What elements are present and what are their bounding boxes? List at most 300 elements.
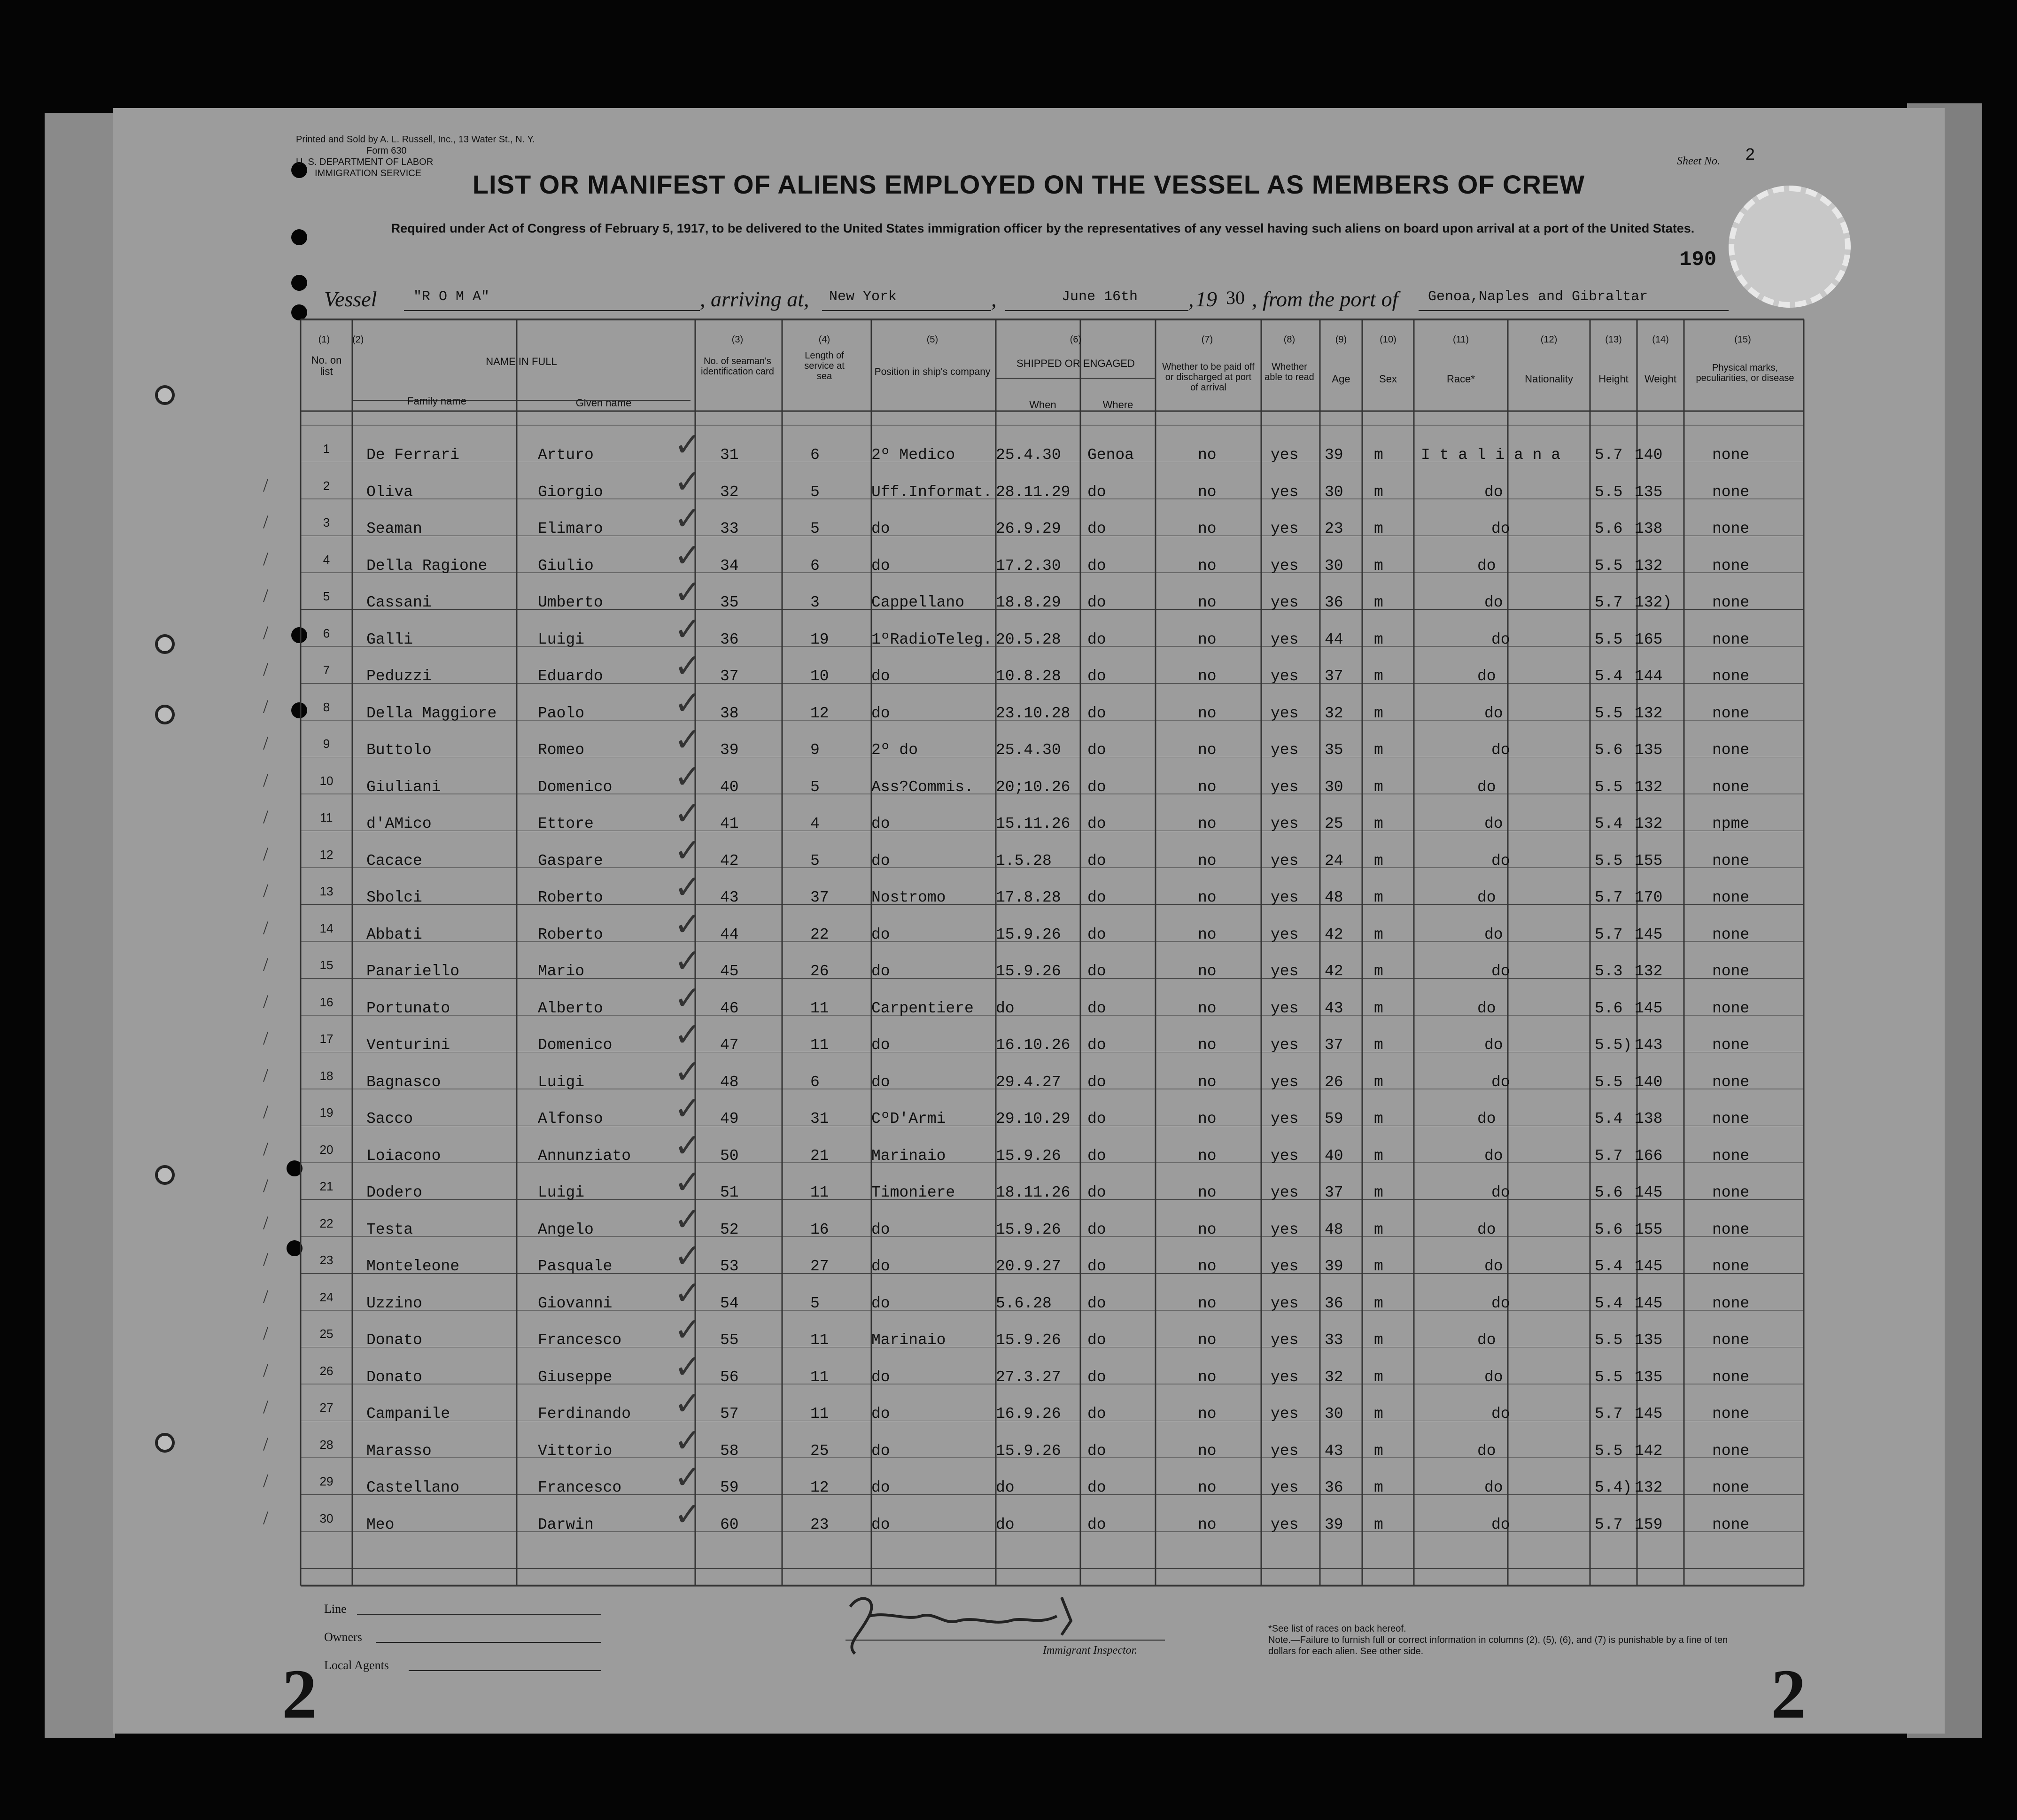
cell-sex: m — [1374, 1221, 1383, 1238]
cell-service: 11 — [810, 1331, 829, 1349]
footnote-races: *See list of races on back hereof. — [1268, 1624, 1406, 1634]
cell-when: do — [996, 1516, 1015, 1533]
row-number: 14 — [319, 921, 334, 935]
col-num-12: (12) — [1540, 334, 1558, 345]
cell-read: yes — [1271, 1184, 1299, 1201]
cell-given: Giorgio — [538, 483, 603, 501]
cell-card: 42 — [720, 852, 739, 870]
cell-paid: no — [1198, 926, 1217, 943]
cell-where: do — [1087, 1221, 1106, 1238]
cell-service: 37 — [810, 889, 829, 906]
check-mark-icon: ✓ — [674, 870, 702, 906]
cell-family: Meo — [366, 1516, 395, 1533]
departure-ports: Genoa,Naples and Gibraltar — [1428, 289, 1648, 305]
cell-service: 22 — [810, 926, 829, 943]
row-number: 23 — [319, 1253, 334, 1267]
cell-family: Della Maggiore — [366, 704, 497, 722]
cell-when: 15.11.26 — [996, 815, 1071, 832]
cell-read: yes — [1271, 520, 1299, 537]
cell-given: Ettore — [538, 815, 594, 832]
check-mark-icon: ✓ — [674, 722, 702, 758]
cell-paid: no — [1198, 1221, 1217, 1238]
cell-sex: m — [1374, 446, 1383, 464]
cell-paid: no — [1198, 999, 1217, 1017]
cell-position: do — [871, 852, 890, 870]
footnote — [1268, 1623, 1738, 1657]
check-mark-icon: ✓ — [674, 1496, 702, 1533]
cell-paid: no — [1198, 668, 1217, 685]
cell-given: Domenico — [538, 1036, 613, 1054]
cell-paid: no — [1198, 778, 1217, 796]
cell-race: do — [1484, 1368, 1503, 1386]
cell-sex: m — [1374, 1184, 1383, 1201]
check-mark-icon: ✓ — [674, 759, 702, 795]
cell-given: Roberto — [538, 926, 603, 943]
cell-height: 5.6 — [1595, 741, 1623, 759]
cell-family: Abbati — [366, 926, 422, 943]
cell-height: 5.6 — [1595, 999, 1623, 1017]
col-header-name: NAME IN FULL — [486, 356, 557, 367]
cell-where: do — [1087, 1073, 1106, 1091]
cell-weight: 132 — [1635, 557, 1663, 575]
col-header-shipped: SHIPPED OR ENGAGED — [1016, 358, 1135, 369]
cell-service: 11 — [810, 999, 829, 1017]
cell-service: 27 — [810, 1258, 829, 1275]
tick-mark-icon: / — [263, 954, 269, 975]
cell-height: 5.7 — [1595, 1405, 1623, 1423]
col-num-1: (1) — [318, 334, 330, 345]
cell-marks: none — [1712, 963, 1750, 980]
printer-line: Printed and Sold by A. L. Russell, Inc., 13 Water St., N. Y. — [296, 134, 535, 145]
year-prefix: 19 — [1195, 287, 1217, 311]
cell-weight: 140 — [1635, 446, 1663, 464]
arriving-port: New York — [829, 289, 897, 305]
cell-paid: no — [1198, 1258, 1217, 1275]
cell-age: 44 — [1325, 630, 1343, 648]
cell-age: 42 — [1325, 926, 1343, 943]
cell-given: Alberto — [538, 999, 603, 1017]
cell-position: do — [871, 1073, 890, 1091]
cell-race: do — [1484, 815, 1503, 832]
row-number: 5 — [323, 589, 330, 603]
cell-sex: m — [1374, 520, 1383, 537]
cell-age: 43 — [1325, 1442, 1343, 1460]
row-number: 6 — [323, 626, 330, 640]
cell-given: Angelo — [538, 1221, 594, 1238]
cell-age: 33 — [1325, 1331, 1343, 1349]
cell-sex: m — [1374, 999, 1383, 1017]
cell-when: 18.11.26 — [996, 1184, 1071, 1201]
cell-marks: none — [1712, 1442, 1750, 1460]
tick-mark-icon: / — [263, 806, 269, 827]
tick-mark-icon: / — [263, 548, 269, 569]
cell-family: Monteleone — [366, 1258, 460, 1275]
tick-mark-icon: / — [263, 769, 269, 791]
cell-race: I t a l i a n a — [1421, 446, 1561, 464]
row-number: 29 — [319, 1474, 334, 1488]
cell-given: Ferdinando — [538, 1405, 631, 1423]
tick-mark-icon: / — [263, 474, 269, 496]
cell-read: yes — [1271, 1516, 1299, 1533]
cell-position: do — [871, 1221, 890, 1238]
cell-age: 42 — [1325, 963, 1343, 980]
department-line: U. S. DEPARTMENT OF LABOR — [296, 157, 434, 167]
cell-card: 31 — [720, 446, 739, 464]
check-mark-icon: ✓ — [674, 943, 702, 980]
cell-card: 38 — [720, 704, 739, 722]
cell-family: Della Ragione — [366, 557, 488, 575]
cell-age: 30 — [1325, 483, 1343, 501]
cell-paid: no — [1198, 1184, 1217, 1201]
cell-race: do — [1491, 852, 1510, 870]
cell-height: 5.5 — [1595, 557, 1623, 575]
check-mark-icon: ✓ — [674, 980, 702, 1017]
cell-weight: 145 — [1635, 1184, 1663, 1201]
cell-weight: 132) — [1635, 594, 1672, 611]
sheet-number-large-left: 2 — [282, 1655, 317, 1733]
tick-mark-icon: / — [263, 511, 269, 532]
cell-where: do — [1087, 483, 1106, 501]
cell-card: 52 — [720, 1221, 739, 1238]
row-number: 20 — [319, 1142, 334, 1157]
col-num-7: (7) — [1201, 334, 1213, 345]
cell-weight: 143 — [1635, 1036, 1663, 1054]
col-num-4: (4) — [818, 334, 830, 345]
cell-age: 25 — [1325, 815, 1343, 832]
cell-age: 40 — [1325, 1147, 1343, 1165]
cell-height: 5.4 — [1595, 1294, 1623, 1312]
cell-card: 44 — [720, 926, 739, 943]
cell-height: 5.4 — [1595, 815, 1623, 832]
cell-age: 30 — [1325, 778, 1343, 796]
cell-family: Uzzino — [366, 1294, 422, 1312]
cell-sex: m — [1374, 741, 1383, 759]
cell-read: yes — [1271, 1368, 1299, 1386]
cell-paid: no — [1198, 1368, 1217, 1386]
cell-height: 5.5 — [1595, 778, 1623, 796]
cell-position: do — [871, 815, 890, 832]
cell-marks: none — [1712, 704, 1750, 722]
cell-paid: no — [1198, 1036, 1217, 1054]
cell-service: 5 — [810, 483, 820, 501]
cell-read: yes — [1271, 1073, 1299, 1091]
cell-paid: no — [1198, 963, 1217, 980]
row-number: 30 — [319, 1511, 334, 1525]
row-number: 10 — [319, 773, 334, 788]
cell-card: 55 — [720, 1331, 739, 1349]
cell-when: 23.10.28 — [996, 704, 1071, 722]
cell-marks: none — [1712, 1036, 1750, 1054]
row-number: 13 — [319, 884, 334, 898]
row-number: 27 — [319, 1400, 334, 1415]
cell-read: yes — [1271, 778, 1299, 796]
sheet-number: 2 — [1745, 146, 1755, 165]
cell-weight: 135 — [1635, 483, 1663, 501]
cell-sex: m — [1374, 668, 1383, 685]
tick-mark-icon: / — [263, 990, 269, 1012]
col-header-given-name: Given name — [575, 397, 632, 409]
cell-given: Luigi — [538, 1073, 585, 1091]
check-mark-icon: ✓ — [674, 832, 702, 869]
cell-race: do — [1477, 889, 1496, 906]
cell-service: 25 — [810, 1442, 829, 1460]
check-mark-icon: ✓ — [674, 1128, 702, 1164]
cell-where: do — [1087, 999, 1106, 1017]
cell-family: Panariello — [366, 963, 460, 980]
comma: , — [1188, 287, 1194, 311]
cell-where: do — [1087, 1405, 1106, 1423]
cell-where: do — [1087, 1258, 1106, 1275]
cell-height: 5.4 — [1595, 1110, 1623, 1128]
cell-card: 34 — [720, 557, 739, 575]
cell-service: 9 — [810, 741, 820, 759]
cell-height: 5.5 — [1595, 1073, 1623, 1091]
cell-service: 21 — [810, 1147, 829, 1165]
cell-family: Donato — [366, 1331, 422, 1349]
cell-marks: none — [1712, 520, 1750, 537]
cell-given: Mario — [538, 963, 585, 980]
vessel-label: Vessel — [324, 287, 377, 311]
cell-age: 43 — [1325, 999, 1343, 1017]
cell-paid: no — [1198, 1516, 1217, 1533]
col-header-read: Whether able to read — [1265, 362, 1314, 382]
cell-race: do — [1484, 483, 1503, 501]
row-number: 21 — [319, 1179, 334, 1193]
cell-where: do — [1087, 852, 1106, 870]
cell-read: yes — [1271, 668, 1299, 685]
cell-given: Francesco — [538, 1479, 622, 1496]
cell-when: 15.9.26 — [996, 1147, 1061, 1165]
underline — [376, 1642, 601, 1643]
cell-service: 5 — [810, 520, 820, 537]
cell-read: yes — [1271, 446, 1299, 464]
cell-family: Bagnasco — [366, 1073, 441, 1091]
col-num-3: (3) — [731, 334, 744, 345]
cell-marks: none — [1712, 594, 1750, 611]
cell-service: 11 — [810, 1184, 829, 1201]
cell-weight: 145 — [1635, 926, 1663, 943]
row-number: 24 — [319, 1290, 334, 1304]
cell-position: 2º do — [871, 741, 918, 759]
port-label: , from the port of — [1252, 287, 1398, 311]
cell-marks: none — [1712, 557, 1750, 575]
cell-sex: m — [1374, 1479, 1383, 1496]
cell-when: 1.5.28 — [996, 852, 1052, 870]
col-header-no: No. on list — [311, 354, 342, 377]
cell-weight: 166 — [1635, 1147, 1663, 1165]
arrival-date: June 16th — [1062, 289, 1138, 305]
cell-weight: 155 — [1635, 852, 1663, 870]
cell-weight: 145 — [1635, 1294, 1663, 1312]
cell-service: 5 — [810, 778, 820, 796]
cell-family: Cacace — [366, 852, 422, 870]
cell-read: yes — [1271, 1110, 1299, 1128]
tick-mark-icon: / — [263, 1064, 269, 1086]
row-number: 16 — [319, 995, 334, 1009]
cell-marks: none — [1712, 1479, 1750, 1496]
cell-height: 5.6 — [1595, 520, 1623, 537]
cell-race: do — [1484, 926, 1503, 943]
inspector-label: Immigrant Inspector. — [1043, 1644, 1138, 1657]
cell-marks: none — [1712, 1405, 1750, 1423]
cell-race: do — [1491, 520, 1510, 537]
arriving-label: , arriving at, — [700, 287, 809, 311]
cell-marks: none — [1712, 483, 1750, 501]
cell-read: yes — [1271, 1479, 1299, 1496]
tick-mark-icon: / — [263, 1433, 269, 1454]
vessel-name: "R O M A" — [413, 289, 490, 305]
cell-position: Nostromo — [871, 889, 946, 906]
cell-marks: none — [1712, 1516, 1750, 1533]
cell-marks: none — [1712, 1147, 1750, 1165]
cell-family: Peduzzi — [366, 668, 432, 685]
cell-card: 49 — [720, 1110, 739, 1128]
cell-family: Sbolci — [366, 889, 422, 906]
cell-when: 20.9.27 — [996, 1258, 1061, 1275]
cell-card: 50 — [720, 1147, 739, 1165]
cell-paid: no — [1198, 483, 1217, 501]
col-header-weight: Weight — [1644, 373, 1677, 385]
footer-agents-label: Local Agents — [324, 1658, 389, 1672]
cell-where: do — [1087, 520, 1106, 537]
cell-sex: m — [1374, 1147, 1383, 1165]
cell-height: 5.4 — [1595, 668, 1623, 685]
cell-given: Umberto — [538, 594, 603, 611]
cell-race: do — [1477, 1110, 1496, 1128]
cell-given: Annunziato — [538, 1147, 631, 1165]
cell-when: 5.6.28 — [996, 1294, 1052, 1312]
check-mark-icon: ✓ — [674, 1386, 702, 1422]
cell-read: yes — [1271, 1331, 1299, 1349]
cell-service: 23 — [810, 1516, 829, 1533]
col-num-6: (6) — [1070, 334, 1082, 345]
cell-height: 5.7 — [1595, 446, 1623, 464]
check-mark-icon: ✓ — [674, 1460, 702, 1496]
comma: , — [991, 287, 997, 311]
cell-card: 51 — [720, 1184, 739, 1201]
cell-sex: m — [1374, 483, 1383, 501]
col-header-age: Age — [1332, 373, 1350, 385]
check-mark-icon: ✓ — [674, 501, 702, 537]
cell-where: do — [1087, 963, 1106, 980]
footer-line-label: Line — [324, 1602, 347, 1616]
cell-position: do — [871, 557, 890, 575]
cell-when: 10.8.28 — [996, 668, 1061, 685]
cell-sex: m — [1374, 1258, 1383, 1275]
cell-age: 32 — [1325, 1368, 1343, 1386]
cell-given: Roberto — [538, 889, 603, 906]
cell-when: 27.3.27 — [996, 1368, 1061, 1386]
tick-mark-icon: / — [263, 1212, 269, 1233]
year-suffix: 30 — [1226, 287, 1245, 308]
tick-mark-icon: / — [263, 1396, 269, 1417]
cell-read: yes — [1271, 889, 1299, 906]
cell-race: do — [1477, 1331, 1496, 1349]
tick-mark-icon: / — [263, 917, 269, 938]
cell-marks: none — [1712, 1221, 1750, 1238]
cell-height: 5.7 — [1595, 889, 1623, 906]
underline — [409, 1670, 601, 1671]
cell-marks: none — [1712, 1331, 1750, 1349]
cell-paid: no — [1198, 1147, 1217, 1165]
check-mark-icon: ✓ — [674, 611, 702, 648]
col-num-13: (13) — [1605, 334, 1622, 345]
check-mark-icon: ✓ — [674, 906, 702, 943]
cell-weight: 132 — [1635, 778, 1663, 796]
row-number: 7 — [323, 663, 330, 677]
cell-weight: 142 — [1635, 1442, 1663, 1460]
cell-given: Arturo — [538, 446, 594, 464]
cell-age: 36 — [1325, 1479, 1343, 1496]
cell-position: do — [871, 963, 890, 980]
cell-height: 5.3 — [1595, 963, 1623, 980]
cell-position: Ass?Commis. — [871, 778, 974, 796]
cell-paid: no — [1198, 1331, 1217, 1349]
cell-where: do — [1087, 1368, 1106, 1386]
cell-age: 24 — [1325, 852, 1343, 870]
tick-mark-icon: / — [263, 880, 269, 901]
cell-service: 6 — [810, 446, 820, 464]
cell-when: 15.9.26 — [996, 1331, 1061, 1349]
cell-age: 37 — [1325, 668, 1343, 685]
footer-owners-label: Owners — [324, 1630, 362, 1644]
cell-position: do — [871, 1294, 890, 1312]
cell-when: 28.11.29 — [996, 483, 1071, 501]
row-number: 15 — [319, 958, 334, 972]
col-header-family-name: Family name — [407, 395, 466, 407]
row-number: 28 — [319, 1437, 334, 1452]
cell-race: do — [1491, 1294, 1510, 1312]
cell-weight: 140 — [1635, 1073, 1663, 1091]
page-title: LIST OR MANIFEST OF ALIENS EMPLOYED ON THE VESSEL AS MEMBERS OF CREW — [472, 170, 1585, 199]
cell-position: Cappellano — [871, 594, 965, 611]
cell-race: do — [1477, 1221, 1496, 1238]
tick-mark-icon: / — [263, 1249, 269, 1270]
cell-height: 5.5 — [1595, 852, 1623, 870]
cell-weight: 132 — [1635, 815, 1663, 832]
cell-position: Marinaio — [871, 1331, 946, 1349]
col-header-when: When — [1029, 399, 1056, 411]
col-num-14: (14) — [1652, 334, 1669, 345]
cell-sex: m — [1374, 1110, 1383, 1128]
cell-sex: m — [1374, 852, 1383, 870]
cell-family: d'AMico — [366, 815, 432, 832]
cell-read: yes — [1271, 963, 1299, 980]
cell-height: 5.7 — [1595, 1147, 1623, 1165]
cell-read: yes — [1271, 741, 1299, 759]
col-num-15: (15) — [1734, 334, 1751, 345]
cell-position: do — [871, 1479, 890, 1496]
cell-paid: no — [1198, 815, 1217, 832]
cell-when: 17.8.28 — [996, 889, 1061, 906]
cell-card: 33 — [720, 520, 739, 537]
cell-family: Loiacono — [366, 1147, 441, 1165]
col-header-service: Length of service at sea — [804, 350, 845, 381]
cell-card: 59 — [720, 1479, 739, 1496]
cell-position: 2º Medico — [871, 446, 955, 464]
cell-given: Alfonso — [538, 1110, 603, 1128]
cell-height: 5.6 — [1595, 1221, 1623, 1238]
tick-mark-icon: / — [263, 1507, 269, 1528]
cell-race: do — [1477, 1442, 1496, 1460]
cell-sex: m — [1374, 704, 1383, 722]
cell-paid: no — [1198, 852, 1217, 870]
col-header-height: Height — [1598, 373, 1629, 385]
cell-position: do — [871, 926, 890, 943]
cell-weight: 145 — [1635, 1405, 1663, 1423]
cell-height: 5.5 — [1595, 1442, 1623, 1460]
cell-weight: 159 — [1635, 1516, 1663, 1533]
